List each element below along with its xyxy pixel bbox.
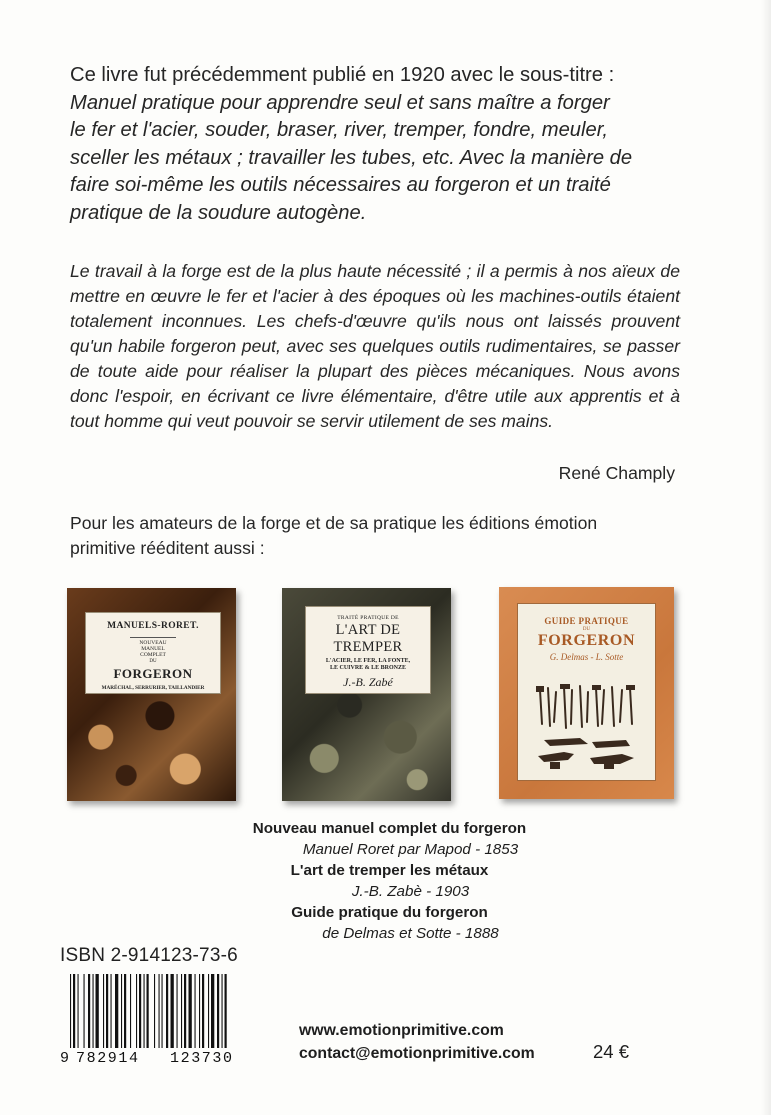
cover-label (305, 606, 431, 694)
intro-italic-line: faire soi-même les outils nécessaires au forgeron et un traité (70, 174, 611, 196)
cover-trades: MARÉCHAL, SERRURIER, TAILLANDIER (101, 685, 205, 691)
barcode-bar (177, 974, 178, 1048)
barcode-bar (103, 974, 104, 1048)
cover-author: J.-B. Zabé (343, 675, 393, 689)
barcode-bar (121, 974, 122, 1048)
quote-author: René Champly (558, 463, 675, 483)
cover-label (517, 603, 656, 781)
barcode-bar (222, 974, 223, 1048)
barcode-bar (70, 974, 71, 1048)
cover-label (85, 612, 221, 694)
barcode-bar (124, 974, 126, 1048)
barcode-bar (115, 974, 118, 1048)
barcode-bar (78, 974, 79, 1048)
cover-subtitle-line: L'ACIER, LE FER, LA FONTE, (325, 658, 411, 664)
barcode-bar (130, 974, 131, 1048)
page-edge-shadow (761, 0, 771, 1115)
intro-italic-line: le fer et l'acier, souder, braser, river, tremper, fondre, meuler, (70, 119, 608, 141)
book-captions (0, 818, 771, 944)
barcode-first-digit: 9 (60, 1050, 70, 1066)
intro-italic-line: pratique de la soudure autogène. (70, 201, 367, 224)
caption-title: Guide pratique du forgeron (291, 904, 488, 921)
reissue-paragraph (70, 511, 670, 561)
caption-sub: de Delmas et Sotte - 1888 (322, 925, 499, 942)
book-cover-roret (67, 588, 236, 801)
cover-subtitle: NOUVEAU MANUEL COMPLET (130, 637, 176, 658)
quote-paragraph (70, 259, 680, 434)
barcode-right-digits: 123730 (170, 1050, 234, 1066)
barcode-bar (225, 974, 227, 1048)
barcode-left-digits: 782914 (76, 1050, 140, 1066)
isbn-number: ISBN 2-914123-73-6 (60, 945, 238, 966)
intro-line: Ce livre fut précédemment publié en 1920 avec le sous-titre : (70, 64, 615, 86)
barcode-icon (60, 974, 272, 1066)
barcode-bar (166, 974, 168, 1048)
reissue-line: primitive rééditent aussi : (70, 538, 265, 558)
cover-title-line: L'ART DE (335, 622, 401, 638)
book-cover-art-de-tremper (282, 588, 451, 801)
reissue-line: Pour les amateurs de la forge et de sa pratique les éditions émotion (70, 513, 598, 533)
cover-series: GUIDE PRATIQUE (544, 616, 629, 626)
barcode-bar (84, 974, 85, 1048)
caption-sub: J.-B. Zabè - 1903 (351, 883, 470, 900)
intro-italic-line: Manuel pratique pour apprendre seul et sans maître a forger (70, 91, 610, 114)
barcode-bar (208, 974, 209, 1048)
intro-paragraph (70, 62, 680, 227)
barcode-bar (93, 974, 94, 1048)
caption-title: Nouveau manuel complet du forgeron (252, 820, 527, 837)
website-link[interactable]: www.emotionprimitive.com (299, 1022, 504, 1039)
cover-title-line: TREMPER (333, 639, 403, 655)
cover-du: DU (149, 659, 157, 664)
intro-italic-line: sceller les métaux ; travailler les tubes, etc. Avec la manière de (70, 146, 633, 169)
barcode-bar (136, 974, 137, 1048)
cover-subtitle-line: LE CUIVRE & LE BRONZE (329, 665, 406, 671)
caption-sub: Manuel Roret par Mapod - 1853 (302, 841, 519, 858)
barcode-bar (202, 974, 204, 1048)
email-link[interactable]: contact@emotionprimitive.com (299, 1044, 535, 1062)
cover-title: FORGERON (113, 666, 193, 681)
barcode-bar (154, 974, 155, 1048)
barcode-bar (96, 974, 99, 1048)
barcode-bar (106, 974, 108, 1048)
quote-text: Le travail à la forge est de la plus haute nécessité ; il a permis à nos aïeux de mettre en œuvre le fer et l'acier à des époques où les machines-outils étaient totalement inconnues. Les chefs-d'œuvre qu'ils nous ont laissés prouvent qu'un habile forgeron peut, avec ses quelques outils rudimentaires, se passer de toute aide pour réaliser la plupart des pièces mécaniques. Nous avons donc l'espoir, en écrivant ce livre élémentaire, d'être utile aux apprentis et à tout homme qui veut pouvoir se servir utilement de ses mains. (70, 261, 680, 431)
cover-series: TRAITÉ PRATIQUE DE (337, 615, 399, 621)
caption-title: L'art de tremper les métaux (290, 862, 489, 879)
price: 24 € (593, 1041, 630, 1062)
barcode-bar (189, 974, 192, 1048)
cover-title: FORGERON (537, 632, 636, 649)
barcode-bar (88, 974, 90, 1048)
barcode-bar (147, 974, 149, 1048)
barcode-bar (199, 974, 200, 1048)
barcode-bar (171, 974, 174, 1048)
barcode-bar (181, 974, 182, 1048)
barcode-bar (195, 974, 196, 1048)
barcode-bar (111, 974, 112, 1048)
cover-author: G. Delmas - L. Sotte (549, 652, 624, 662)
cover-series: MANUELS-RORET. (107, 621, 199, 631)
barcode-bar (217, 974, 219, 1048)
barcode-bar (159, 974, 160, 1048)
forge-tools-illustration-icon (530, 682, 643, 770)
barcode-bar (139, 974, 141, 1048)
barcode-bar (162, 974, 163, 1048)
barcode-bar (184, 974, 186, 1048)
contact-links (299, 1020, 535, 1065)
book-cover-guide-pratique (499, 587, 674, 799)
barcode-bar (73, 974, 75, 1048)
barcode-bar (144, 974, 145, 1048)
barcode-bar (211, 974, 214, 1048)
cover-du: DU (582, 627, 591, 632)
